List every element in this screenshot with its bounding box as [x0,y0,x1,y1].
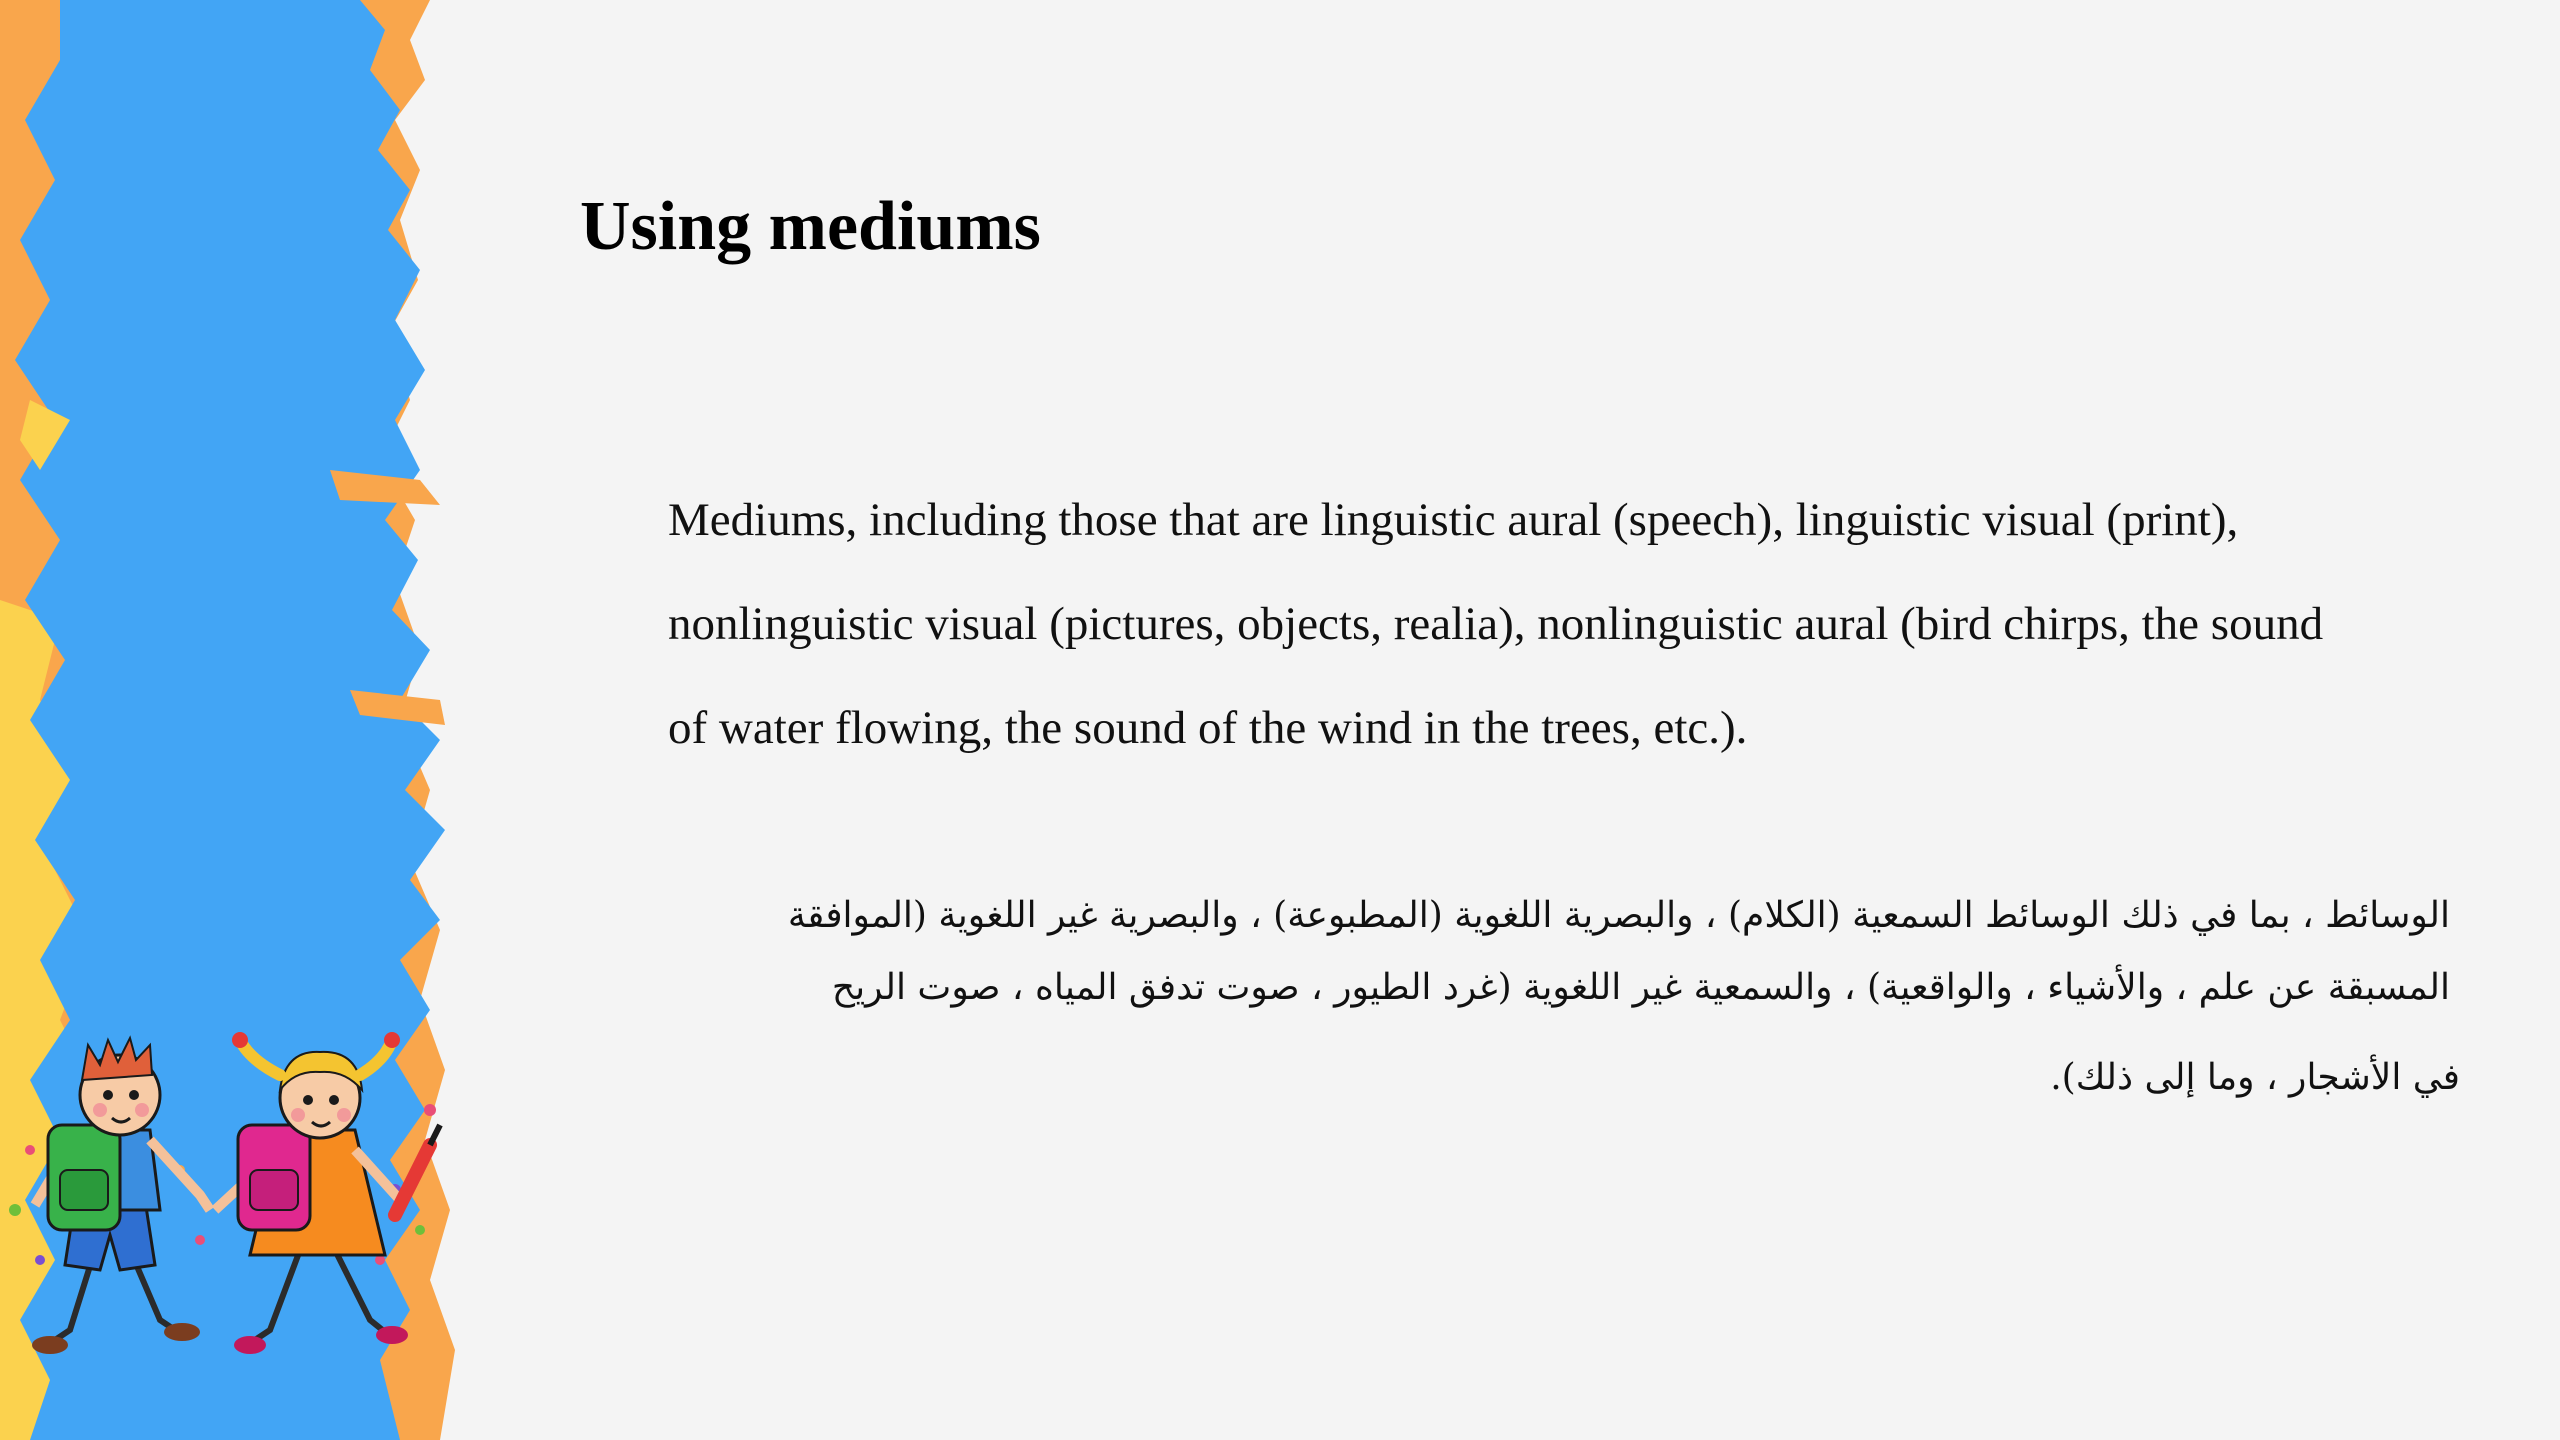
arabic-line: الوسائط ، بما في ذلك الوسائط السمعية (الكلام) ، والبصرية اللغوية (المطبوعة) ، والبصرية غير اللغوية (الموافقة [787,895,2450,936]
arabic-paragraph [660,880,2460,1114]
english-paragraph [668,468,2468,780]
english-line: nonlinguistic visual (pictures, objects, realia), nonlinguistic aural (bird chirps, the sound [668,598,2324,650]
slide-title: Using mediums [580,188,1041,265]
side-decoration [0,0,460,1440]
arabic-line: في الأشجار ، وما إلى ذلك). [2050,1057,2460,1098]
english-line: of water flowing, the sound of the wind in the trees, etc.). [668,702,1748,754]
english-line: Mediums, including those that are linguistic aural (speech), linguistic visual (print), [668,494,2239,546]
arabic-line: المسبقة عن علم ، والأشياء ، والواقعية) ، والسمعية غير اللغوية (غرد الطيور ، صوت تدفق المياه ، صوت الريح [831,967,2450,1008]
